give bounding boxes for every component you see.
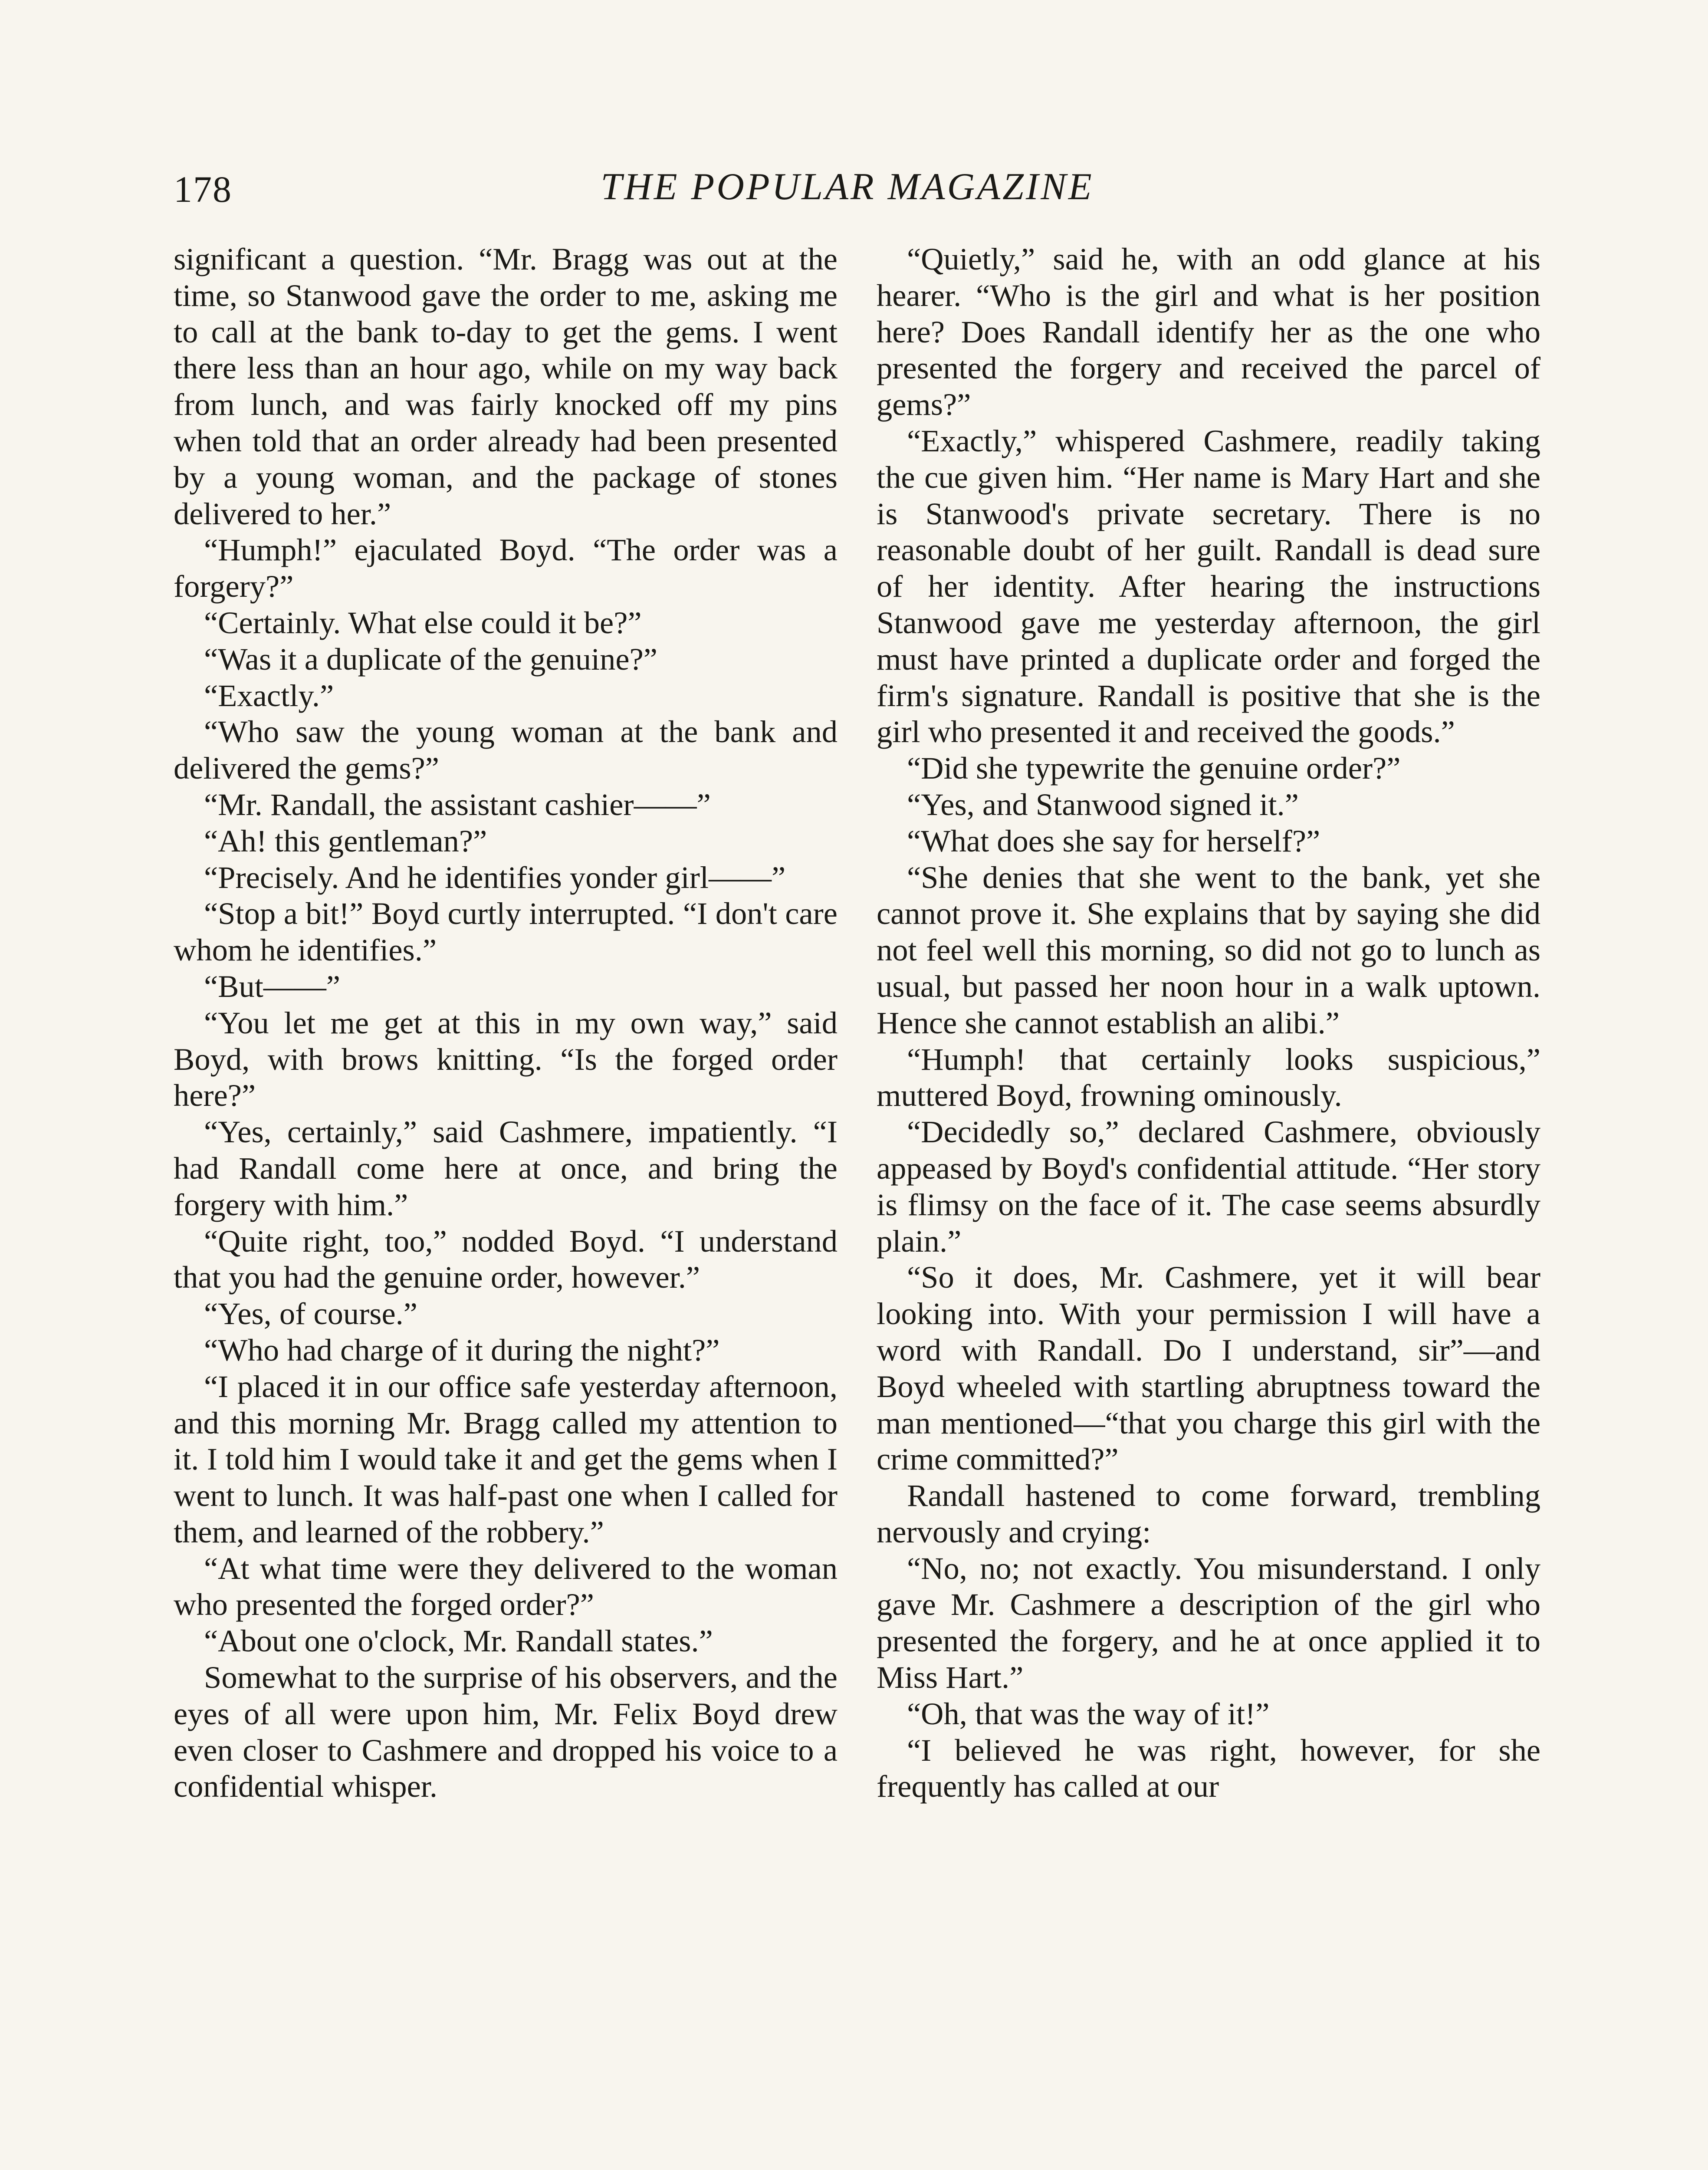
paragraph: “Ah! this gentleman?” [204, 823, 487, 858]
paragraph: Randall hastened to come forward, trembling nervously and crying: [877, 1478, 1540, 1549]
paragraph: “Precisely. And he identifies yonder girl——” [204, 859, 786, 895]
paragraph: “I placed it in our office safe yesterday afternoon, and this morning Mr. Bragg called my attention to it. I told him I would take it and get the gems when I went to lunch. It was half-past one when I called for them, and learned of the robbery.” [174, 1368, 838, 1549]
paragraph: “Exactly,” whispered Cashmere, readily taking the cue given him. “Her name is Mary Hart and she is Stanwood's private secretary. There is no reasonable doubt of her guilt. Randall is dead sure of her identity. After hearing the instructions Stanwood gave me yesterday afternoon, the girl must have printed a duplicate order and forged the firm's signature. Randall is positive that she is the girl who presented it and received the goods.” [877, 423, 1540, 750]
paragraph: “Mr. Randall, the assistant cashier——” [204, 786, 711, 822]
paragraph: “Who saw the young woman at the bank and delivered the gems?” [174, 714, 838, 786]
paragraph: “I believed he was right, however, for she frequently has called at our [877, 1732, 1540, 1804]
paragraph: “Who had charge of it during the night?” [204, 1332, 720, 1368]
paragraph: “About one o'clock, Mr. Randall states.” [204, 1623, 713, 1659]
paragraph: “At what time were they delivered to the woman who presented the forged order?” [174, 1550, 838, 1622]
paragraph: Somewhat to the surprise of his observers, and the eyes of all were upon him, Mr. Felix Boyd drew even closer to Cashmere and dropped his voice to a confidential whisper. [174, 1660, 838, 1804]
page-number: 178 [174, 168, 232, 210]
paragraph: “Was it a duplicate of the genuine?” [204, 641, 657, 677]
running-header [174, 160, 1521, 216]
paragraph: “Certainly. What else could it be?” [204, 605, 642, 640]
paragraph: “Stop a bit!” Boyd curtly interrupted. “I don't care whom he identifies.” [174, 896, 838, 968]
left-column [174, 241, 838, 1805]
paragraph: “She denies that she went to the bank, yet she cannot prove it. She explains that by saying she did not feel well this morning, so did not go to lunch as usual, but passed her noon hour in a walk uptown. Hence she cannot establish an alibi.” [877, 859, 1540, 1040]
paragraph: “Did she typewrite the genuine order?” [907, 750, 1401, 786]
paragraph: “Humph! that certainly looks suspicious,” muttered Boyd, frowning ominously. [877, 1041, 1540, 1113]
paragraph: “Quite right, too,” nodded Boyd. “I understand that you had the genuine order, however.” [174, 1223, 838, 1295]
magazine-title: THE POPULAR MAGAZINE [601, 166, 1094, 208]
paragraph: “Yes, certainly,” said Cashmere, impatiently. “I had Randall come here at once, and bring the forgery with him.” [174, 1114, 838, 1222]
paragraph: significant a question. “Mr. Bragg was out at the time, so Stanwood gave the order to me, asking me to call at the bank to-day to get the gems. I went there less than an hour ago, while on my way back from lunch, and was fairly knocked off my pins when told that an order already had been presented by a young woman, and the package of stones delivered to her.” [174, 241, 838, 531]
paragraph: “Decidedly so,” declared Cashmere, obviously appeased by Boyd's confidential attitude. “Her story is flimsy on the face of it. The case seems absurdly plain.” [877, 1114, 1540, 1259]
paragraph: “Humph!” ejaculated Boyd. “The order was a forgery?” [174, 532, 838, 604]
paragraph: “Exactly.” [204, 677, 334, 713]
paragraph: “So it does, Mr. Cashmere, yet it will bear looking into. With your permission I will have a word with Randall. Do I understand, sir”—and Boyd wheeled with startling abruptness toward the man mentioned—“that you charge this girl with the crime committed?” [877, 1259, 1540, 1477]
right-column [877, 241, 1540, 1805]
paragraph: “Quietly,” said he, with an odd glance at his hearer. “Who is the girl and what is her position here? Does Randall identify her as the one who presented the forgery and received the parcel of gems?” [877, 241, 1540, 422]
paragraph: “What does she say for herself?” [907, 823, 1320, 858]
paragraph: “But——” [204, 968, 341, 1004]
paragraph: “No, no; not exactly. You misunderstand. I only gave Mr. Cashmere a description of the girl who presented the forgery, and he at once applied it to Miss Hart.” [877, 1550, 1540, 1695]
paragraph: “Oh, that was the way of it!” [907, 1696, 1270, 1731]
paragraph: “Yes, of course.” [204, 1296, 417, 1332]
paragraph: “You let me get at this in my own way,” said Boyd, with brows knitting. “Is the forged order here?” [174, 1005, 838, 1113]
paragraph: “Yes, and Stanwood signed it.” [907, 786, 1299, 822]
